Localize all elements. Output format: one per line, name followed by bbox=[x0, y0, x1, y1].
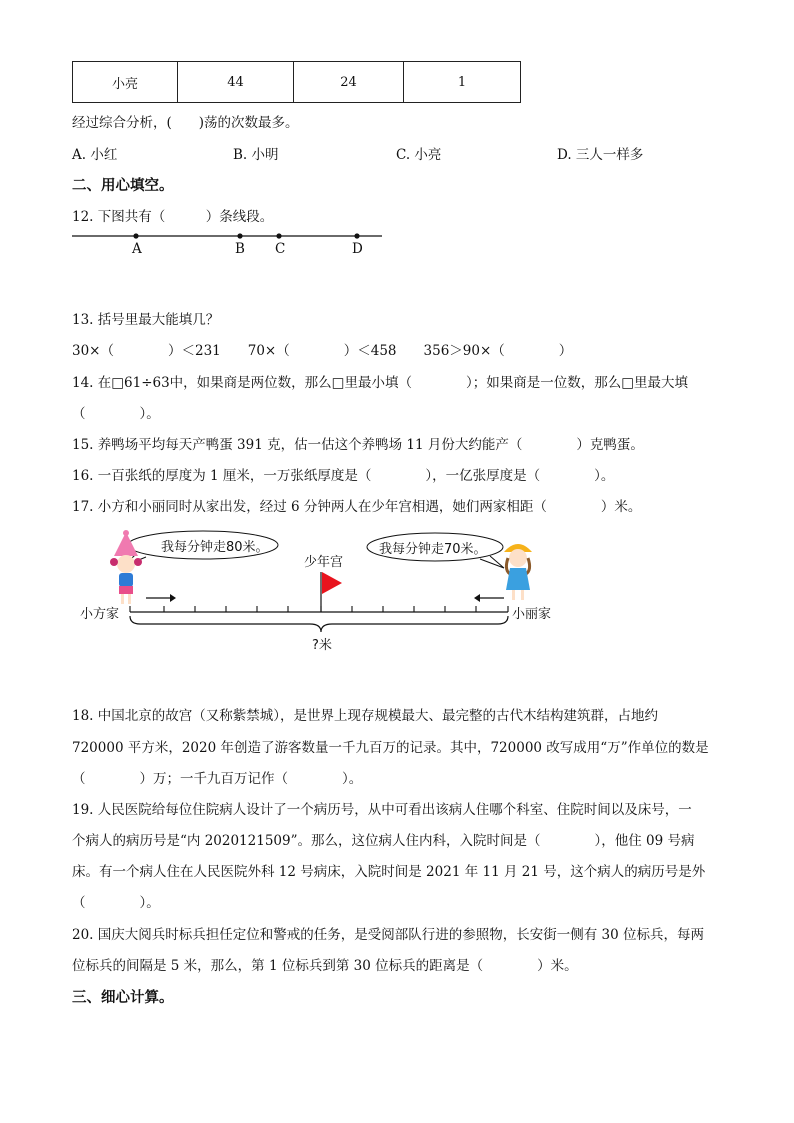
section-heading-3: 三、细心计算。 bbox=[72, 990, 174, 1006]
option-a: A. 小红 bbox=[72, 147, 118, 163]
segment-figure bbox=[68, 226, 388, 260]
q14-line1: 14. 在□61÷63中，如果商是两位数，那么□里最小填（ ）；如果商是一位数，那么□里最大填 bbox=[72, 375, 688, 391]
q20-line1: 20. 国庆大阅兵时标兵担任定位和警戒的任务，是受阅部队行进的参照物，长安街一侧有 30 位标兵，每两 bbox=[72, 927, 705, 943]
q19-line3: 床。有一个病人住在人民医院外科 12 号病床，入院时间是 2021 年 11 月 21 号，这个病人的病历号是外 bbox=[72, 864, 706, 880]
q15-text: 15. 养鸭场平均每天产鸭蛋 391 克，估一估这个养鸭场 11 月份大约能产（ ）克鸭蛋。 bbox=[72, 437, 644, 453]
flag-label: 少年宫 bbox=[304, 555, 344, 570]
q19-line2: 个病人的病历号是“内 2020121509”。那么，这位病人住内科，入院时间是（ ），他住 09 号病 bbox=[72, 833, 695, 849]
bubble-right-text: 我每分钟走70米。 bbox=[379, 542, 487, 557]
home-right-label: 小丽家 bbox=[512, 607, 552, 622]
q13-text: 13. 括号里最大能填几？ bbox=[72, 312, 220, 328]
option-c: C. 小亮 bbox=[396, 147, 442, 163]
distance-brace bbox=[130, 616, 508, 632]
score-table bbox=[72, 61, 521, 103]
point-label-c: C bbox=[275, 241, 286, 257]
table-row bbox=[73, 62, 521, 103]
table-cell: 1 bbox=[404, 62, 521, 103]
q18-line2: 720000 平方米，2020 年创造了游客数量一千九百万的记录。其中，720000 改写成用“万”作单位的数是 bbox=[72, 740, 709, 756]
point-label-d: D bbox=[352, 241, 363, 257]
section-heading-2: 二、用心填空。 bbox=[72, 178, 174, 194]
q17-text: 17. 小方和小丽同时从家出发，经过 6 分钟两人在少年宫相遇，她们两家相距（ ）米。 bbox=[72, 499, 642, 515]
tick-marks bbox=[130, 606, 508, 612]
arrow-left-icon bbox=[474, 594, 504, 602]
option-b: B. 小明 bbox=[233, 147, 279, 163]
table-cell: 44 bbox=[178, 62, 294, 103]
point-c bbox=[276, 233, 281, 238]
q14-line2: （ ）。 bbox=[72, 406, 160, 422]
q13-inequalities: 30×（ ）＜231 70×（ ）＜458 356＞90×（ ） bbox=[72, 343, 573, 359]
option-d: D. 三人一样多 bbox=[557, 147, 644, 163]
q19-line1: 19. 人民医院给每位住院病人设计了一个病历号，从中可看出该病人住哪个科室、住院时间以及床号，一 bbox=[72, 802, 692, 818]
point-a bbox=[133, 233, 138, 238]
q11-stem: 经过综合分析，( )荡的次数最多。 bbox=[72, 115, 299, 131]
point-b bbox=[237, 233, 242, 238]
q19-line4: （ ）。 bbox=[72, 895, 160, 911]
table-cell: 小亮 bbox=[73, 62, 178, 103]
point-label-b: B bbox=[235, 241, 245, 257]
bubble-left-text: 我每分钟走80米。 bbox=[161, 540, 269, 555]
q20-line2: 位标兵的间隔是 5 米，那么，第 1 位标兵到第 30 位标兵的距离是（ ）米。 bbox=[72, 958, 578, 974]
q12-text: 12. 下图共有（ ）条线段。 bbox=[72, 209, 274, 225]
home-left-label: 小方家 bbox=[80, 607, 120, 622]
point-d bbox=[354, 233, 359, 238]
flag-icon bbox=[321, 572, 342, 612]
girl-xiaoli-icon bbox=[504, 544, 532, 600]
distance-label: ?米 bbox=[312, 638, 332, 653]
q18-line1: 18. 中国北京的故宫（又称紫禁城），是世界上现存规模最大、最完整的古代木结构建筑群，占地约 bbox=[72, 708, 659, 724]
arrow-right-icon bbox=[146, 594, 176, 602]
q16-text: 16. 一百张纸的厚度为 1 厘米，一万张纸厚度是（ ），一亿张厚度是（ ）。 bbox=[72, 468, 615, 484]
point-label-a: A bbox=[132, 241, 142, 257]
q18-line3: （ ）万；一千九百万记作（ ）。 bbox=[72, 771, 363, 787]
table-cell: 24 bbox=[294, 62, 404, 103]
